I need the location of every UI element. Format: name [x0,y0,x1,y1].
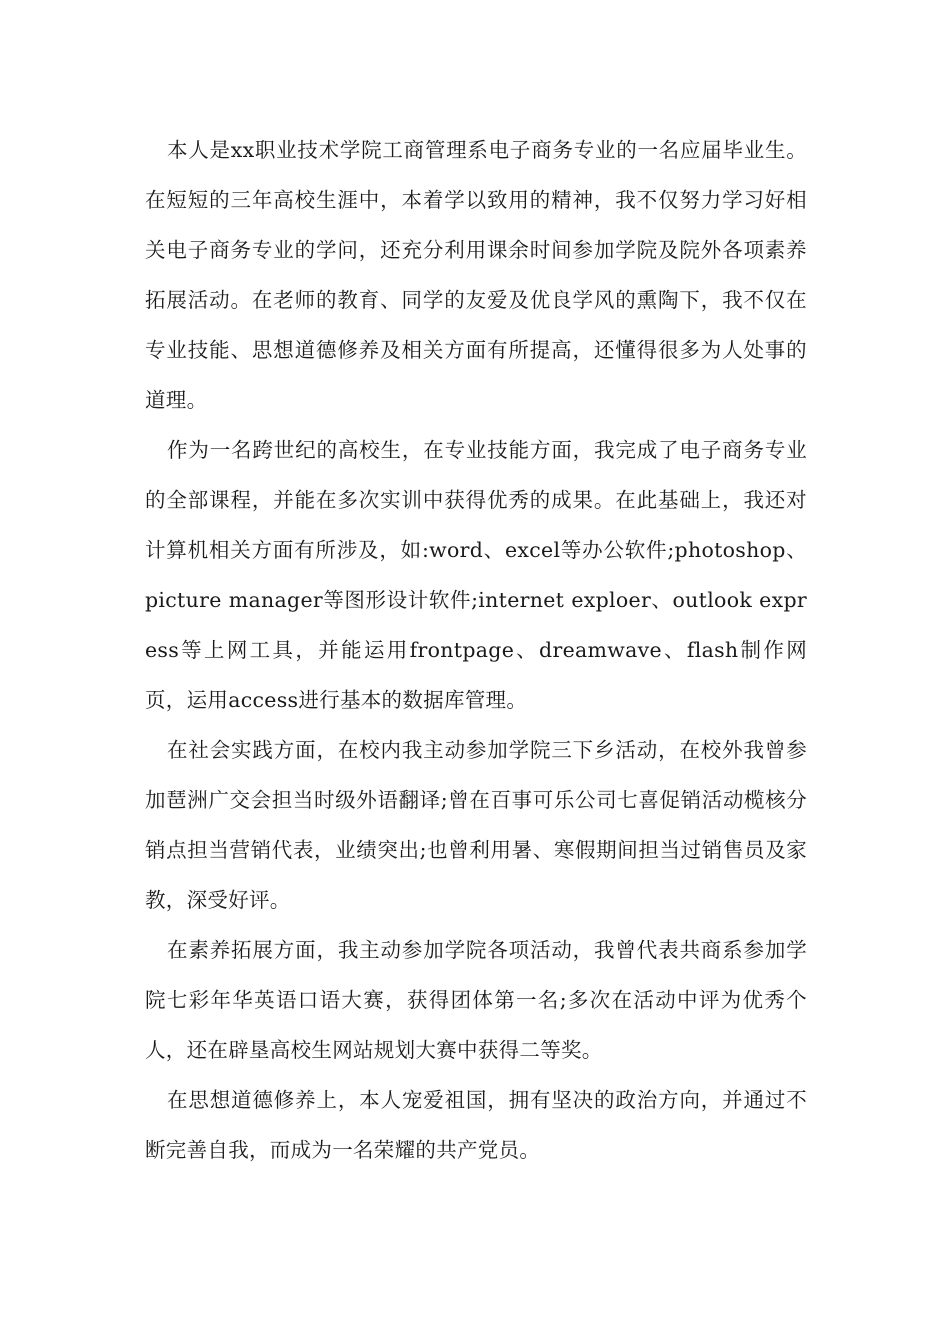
paragraph-skills: 作为一名跨世纪的高校生，在专业技能方面，我完成了电子商务专业的全部课程，并能在多次实训中获得优秀的成果。在此基础上，我还对计算机相关方面有所涉及，如:word、excel等办公软件;photoshop、picture manager等图形设计软件;internet exploer、outlook express等上网工具，并能运用frontpage、dreamwave、flash制作网页，运用access进行基本的数据库管理。 [145,438,807,712]
paragraph-morality: 在思想道德修养上，本人宠爱祖国，拥有坚决的政治方向，并通过不断完善自我，而成为一名荣耀的共产党员。 [145,1088,807,1162]
paragraph-practice: 在社会实践方面，在校内我主动参加学院三下乡活动，在校外我曾参加琶洲广交会担当时级外语翻译;曾在百事可乐公司七喜促销活动榄核分销点担当营销代表，业绩突出;也曾利用暑、寒假期间担当过销售员及家教，深受好评。 [145,738,807,912]
document-body [145,125,807,1175]
paragraph-activities: 在素养拓展方面，我主动参加学院各项活动，我曾代表共商系参加学院七彩年华英语口语大赛，获得团体第一名;多次在活动中评为优秀个人，还在辟垦高校生网站规划大赛中获得二等奖。 [145,938,807,1062]
paragraph-intro: 本人是xx职业技术学院工商管理系电子商务专业的一名应届毕业生。在短短的三年高校生涯中，本着学以致用的精神，我不仅努力学习好相关电子商务专业的学问，还充分利用课余时间参加学院及院外各项素养拓展活动。在老师的教育、同学的友爱及优良学风的熏陶下，我不仅在专业技能、思想道德修养及相关方面有所提高，还懂得很多为人处事的道理。 [145,138,807,412]
